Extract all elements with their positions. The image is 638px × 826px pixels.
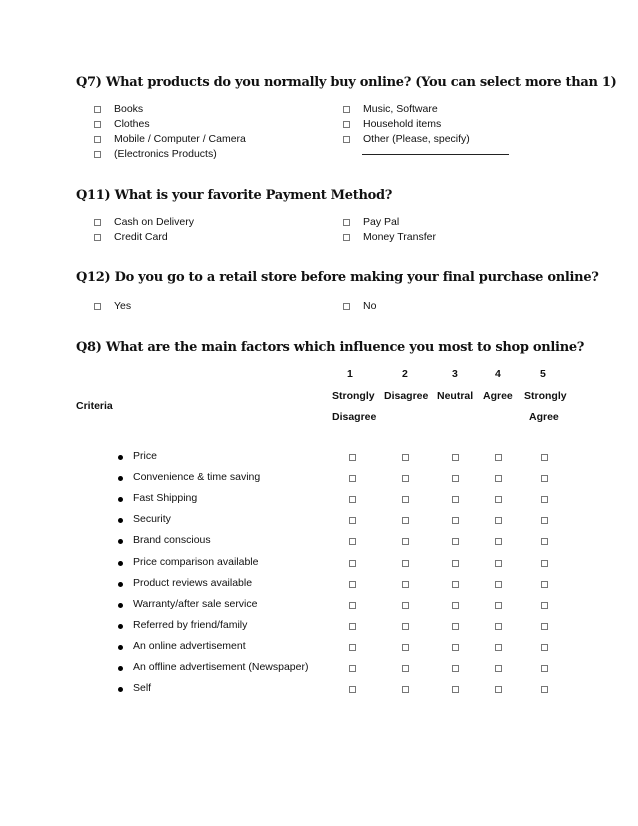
- rating-checkbox-5[interactable]: [541, 644, 548, 651]
- rating-checkbox-1[interactable]: [349, 686, 356, 693]
- scale-2-number: 2: [402, 368, 408, 380]
- bullet-icon: [118, 518, 123, 523]
- rating-checkbox-4[interactable]: [495, 665, 502, 672]
- q7-title: Q7) What products do you normally buy online? (You can select more than 1): [76, 75, 617, 90]
- rating-checkbox-1[interactable]: [349, 517, 356, 524]
- bullet-icon: [118, 687, 123, 692]
- criteria-item: Warranty/after sale service: [133, 597, 258, 610]
- criteria-item: Referred by friend/family: [133, 618, 248, 631]
- checkbox[interactable]: [94, 136, 101, 143]
- scale-5-number: 5: [540, 368, 546, 380]
- bullet-icon: [118, 476, 123, 481]
- rating-checkbox-4[interactable]: [495, 581, 502, 588]
- option-yes[interactable]: Yes: [94, 300, 131, 312]
- other-specify-line[interactable]: [362, 154, 509, 155]
- criteria-item: Price: [133, 450, 157, 462]
- bullet-icon: [118, 603, 123, 608]
- checkbox[interactable]: [94, 219, 101, 226]
- checkbox[interactable]: [94, 234, 101, 241]
- rating-checkbox-5[interactable]: [541, 560, 548, 567]
- scale-5-label-line2: Agree: [529, 411, 559, 423]
- scale-3-number: 3: [452, 368, 458, 380]
- rating-checkbox-5[interactable]: [541, 602, 548, 609]
- rating-checkbox-3[interactable]: [452, 602, 459, 609]
- scale-4-label: Agree: [483, 390, 513, 402]
- rating-checkbox-1[interactable]: [349, 581, 356, 588]
- rating-checkbox-4[interactable]: [495, 475, 502, 482]
- option-money-transfer[interactable]: Money Transfer: [343, 231, 436, 243]
- rating-checkbox-3[interactable]: [452, 496, 459, 503]
- rating-checkbox-2[interactable]: [402, 496, 409, 503]
- rating-checkbox-2[interactable]: [402, 686, 409, 693]
- criteria-item: Fast Shipping: [133, 492, 198, 505]
- rating-checkbox-4[interactable]: [495, 517, 502, 524]
- rating-checkbox-5[interactable]: [541, 665, 548, 672]
- q8-title: Q8) What are the main factors which influence you most to shop online?: [76, 340, 585, 355]
- criteria-item: Security: [133, 513, 171, 526]
- option-household[interactable]: Household items: [343, 118, 441, 130]
- rating-checkbox-4[interactable]: [495, 538, 502, 545]
- scale-1-label: Strongly: [332, 390, 375, 402]
- criteria-item: Product reviews available: [133, 576, 253, 589]
- rating-checkbox-5[interactable]: [541, 496, 548, 503]
- rating-checkbox-2[interactable]: [402, 538, 409, 545]
- rating-checkbox-3[interactable]: [452, 665, 459, 672]
- rating-checkbox-5[interactable]: [541, 538, 548, 545]
- scale-2-label: Disagree: [384, 390, 429, 402]
- rating-checkbox-4[interactable]: [495, 602, 502, 609]
- rating-checkbox-5[interactable]: [541, 454, 548, 461]
- q12-title: Q12) Do you go to a retail store before making your final purchase online?: [76, 270, 599, 285]
- rating-checkbox-5[interactable]: [541, 623, 548, 630]
- rating-checkbox-2[interactable]: [402, 644, 409, 651]
- scale-3-label: Neutral: [437, 390, 474, 402]
- checkbox[interactable]: [94, 121, 101, 128]
- criteria-item: Self: [133, 682, 152, 695]
- rating-checkbox-1[interactable]: [349, 454, 356, 461]
- rating-checkbox-2[interactable]: [402, 665, 409, 672]
- option-other[interactable]: Other (Please, specify): [343, 133, 470, 145]
- scale-1-number: 1: [347, 368, 353, 380]
- option-clothes[interactable]: Clothes: [94, 118, 150, 130]
- rating-checkbox-4[interactable]: [495, 686, 502, 693]
- checkbox[interactable]: [343, 219, 350, 226]
- criteria-item: An offline advertisement (Newspaper): [133, 661, 309, 673]
- rating-checkbox-4[interactable]: [495, 496, 502, 503]
- criteria-item: Convenience & time saving: [133, 471, 261, 484]
- bullet-icon: [118, 582, 123, 587]
- q11-title: Q11) What is your favorite Payment Method?: [76, 188, 393, 203]
- bullet-icon: [118, 455, 123, 460]
- criteria-item: Price comparison available: [133, 555, 259, 568]
- option-cod[interactable]: Cash on Delivery: [94, 216, 194, 228]
- bullet-icon: [118, 539, 123, 544]
- option-credit-card[interactable]: Credit Card: [94, 231, 168, 243]
- rating-checkbox-4[interactable]: [495, 454, 502, 461]
- rating-checkbox-1[interactable]: [349, 602, 356, 609]
- rating-checkbox-1[interactable]: [349, 665, 356, 672]
- rating-checkbox-4[interactable]: [495, 560, 502, 567]
- criteria-label: Criteria: [76, 400, 113, 412]
- rating-checkbox-3[interactable]: [452, 686, 459, 693]
- option-books[interactable]: Books: [94, 103, 143, 115]
- checkbox[interactable]: [94, 106, 101, 113]
- bullet-icon: [118, 497, 123, 502]
- rating-checkbox-1[interactable]: [349, 560, 356, 567]
- rating-checkbox-3[interactable]: [452, 581, 459, 588]
- scale-5-label: Strongly: [524, 390, 567, 402]
- rating-checkbox-5[interactable]: [541, 686, 548, 693]
- rating-checkbox-2[interactable]: [402, 623, 409, 630]
- rating-checkbox-5[interactable]: [541, 517, 548, 524]
- option-electronics[interactable]: (Electronics Products): [94, 148, 217, 160]
- rating-checkbox-2[interactable]: [402, 602, 409, 609]
- scale-1-label-line2: Disagree: [332, 411, 377, 423]
- rating-checkbox-2[interactable]: [402, 454, 409, 461]
- checkbox[interactable]: [343, 121, 350, 128]
- rating-checkbox-2[interactable]: [402, 517, 409, 524]
- checkbox[interactable]: [343, 106, 350, 113]
- rating-checkbox-2[interactable]: [402, 475, 409, 482]
- rating-checkbox-2[interactable]: [402, 560, 409, 567]
- rating-checkbox-3[interactable]: [452, 454, 459, 461]
- rating-checkbox-1[interactable]: [349, 538, 356, 545]
- rating-checkbox-4[interactable]: [495, 644, 502, 651]
- rating-checkbox-3[interactable]: [452, 623, 459, 630]
- rating-checkbox-1[interactable]: [349, 496, 356, 503]
- rating-checkbox-1[interactable]: [349, 644, 356, 651]
- rating-checkbox-1[interactable]: [349, 623, 356, 630]
- criteria-item: Brand conscious: [133, 534, 211, 547]
- rating-checkbox-3[interactable]: [452, 475, 459, 482]
- bullet-icon: [118, 645, 123, 650]
- bullet-icon: [118, 624, 123, 629]
- rating-checkbox-5[interactable]: [541, 475, 548, 482]
- option-paypal[interactable]: Pay Pal: [343, 216, 399, 228]
- checkbox[interactable]: [94, 151, 101, 158]
- option-no[interactable]: No: [343, 300, 376, 312]
- rating-checkbox-3[interactable]: [452, 538, 459, 545]
- rating-checkbox-1[interactable]: [349, 475, 356, 482]
- bullet-icon: [118, 666, 123, 671]
- rating-checkbox-4[interactable]: [495, 623, 502, 630]
- checkbox[interactable]: [343, 234, 350, 241]
- rating-checkbox-5[interactable]: [541, 581, 548, 588]
- rating-checkbox-3[interactable]: [452, 560, 459, 567]
- checkbox[interactable]: [343, 136, 350, 143]
- criteria-item: An online advertisement: [133, 639, 246, 652]
- rating-checkbox-2[interactable]: [402, 581, 409, 588]
- checkbox[interactable]: [343, 303, 350, 310]
- option-music[interactable]: Music, Software: [343, 103, 438, 115]
- rating-checkbox-3[interactable]: [452, 517, 459, 524]
- option-mobile[interactable]: Mobile / Computer / Camera: [94, 133, 246, 145]
- scale-4-number: 4: [495, 368, 501, 380]
- rating-checkbox-3[interactable]: [452, 644, 459, 651]
- bullet-icon: [118, 561, 123, 566]
- checkbox[interactable]: [94, 303, 101, 310]
